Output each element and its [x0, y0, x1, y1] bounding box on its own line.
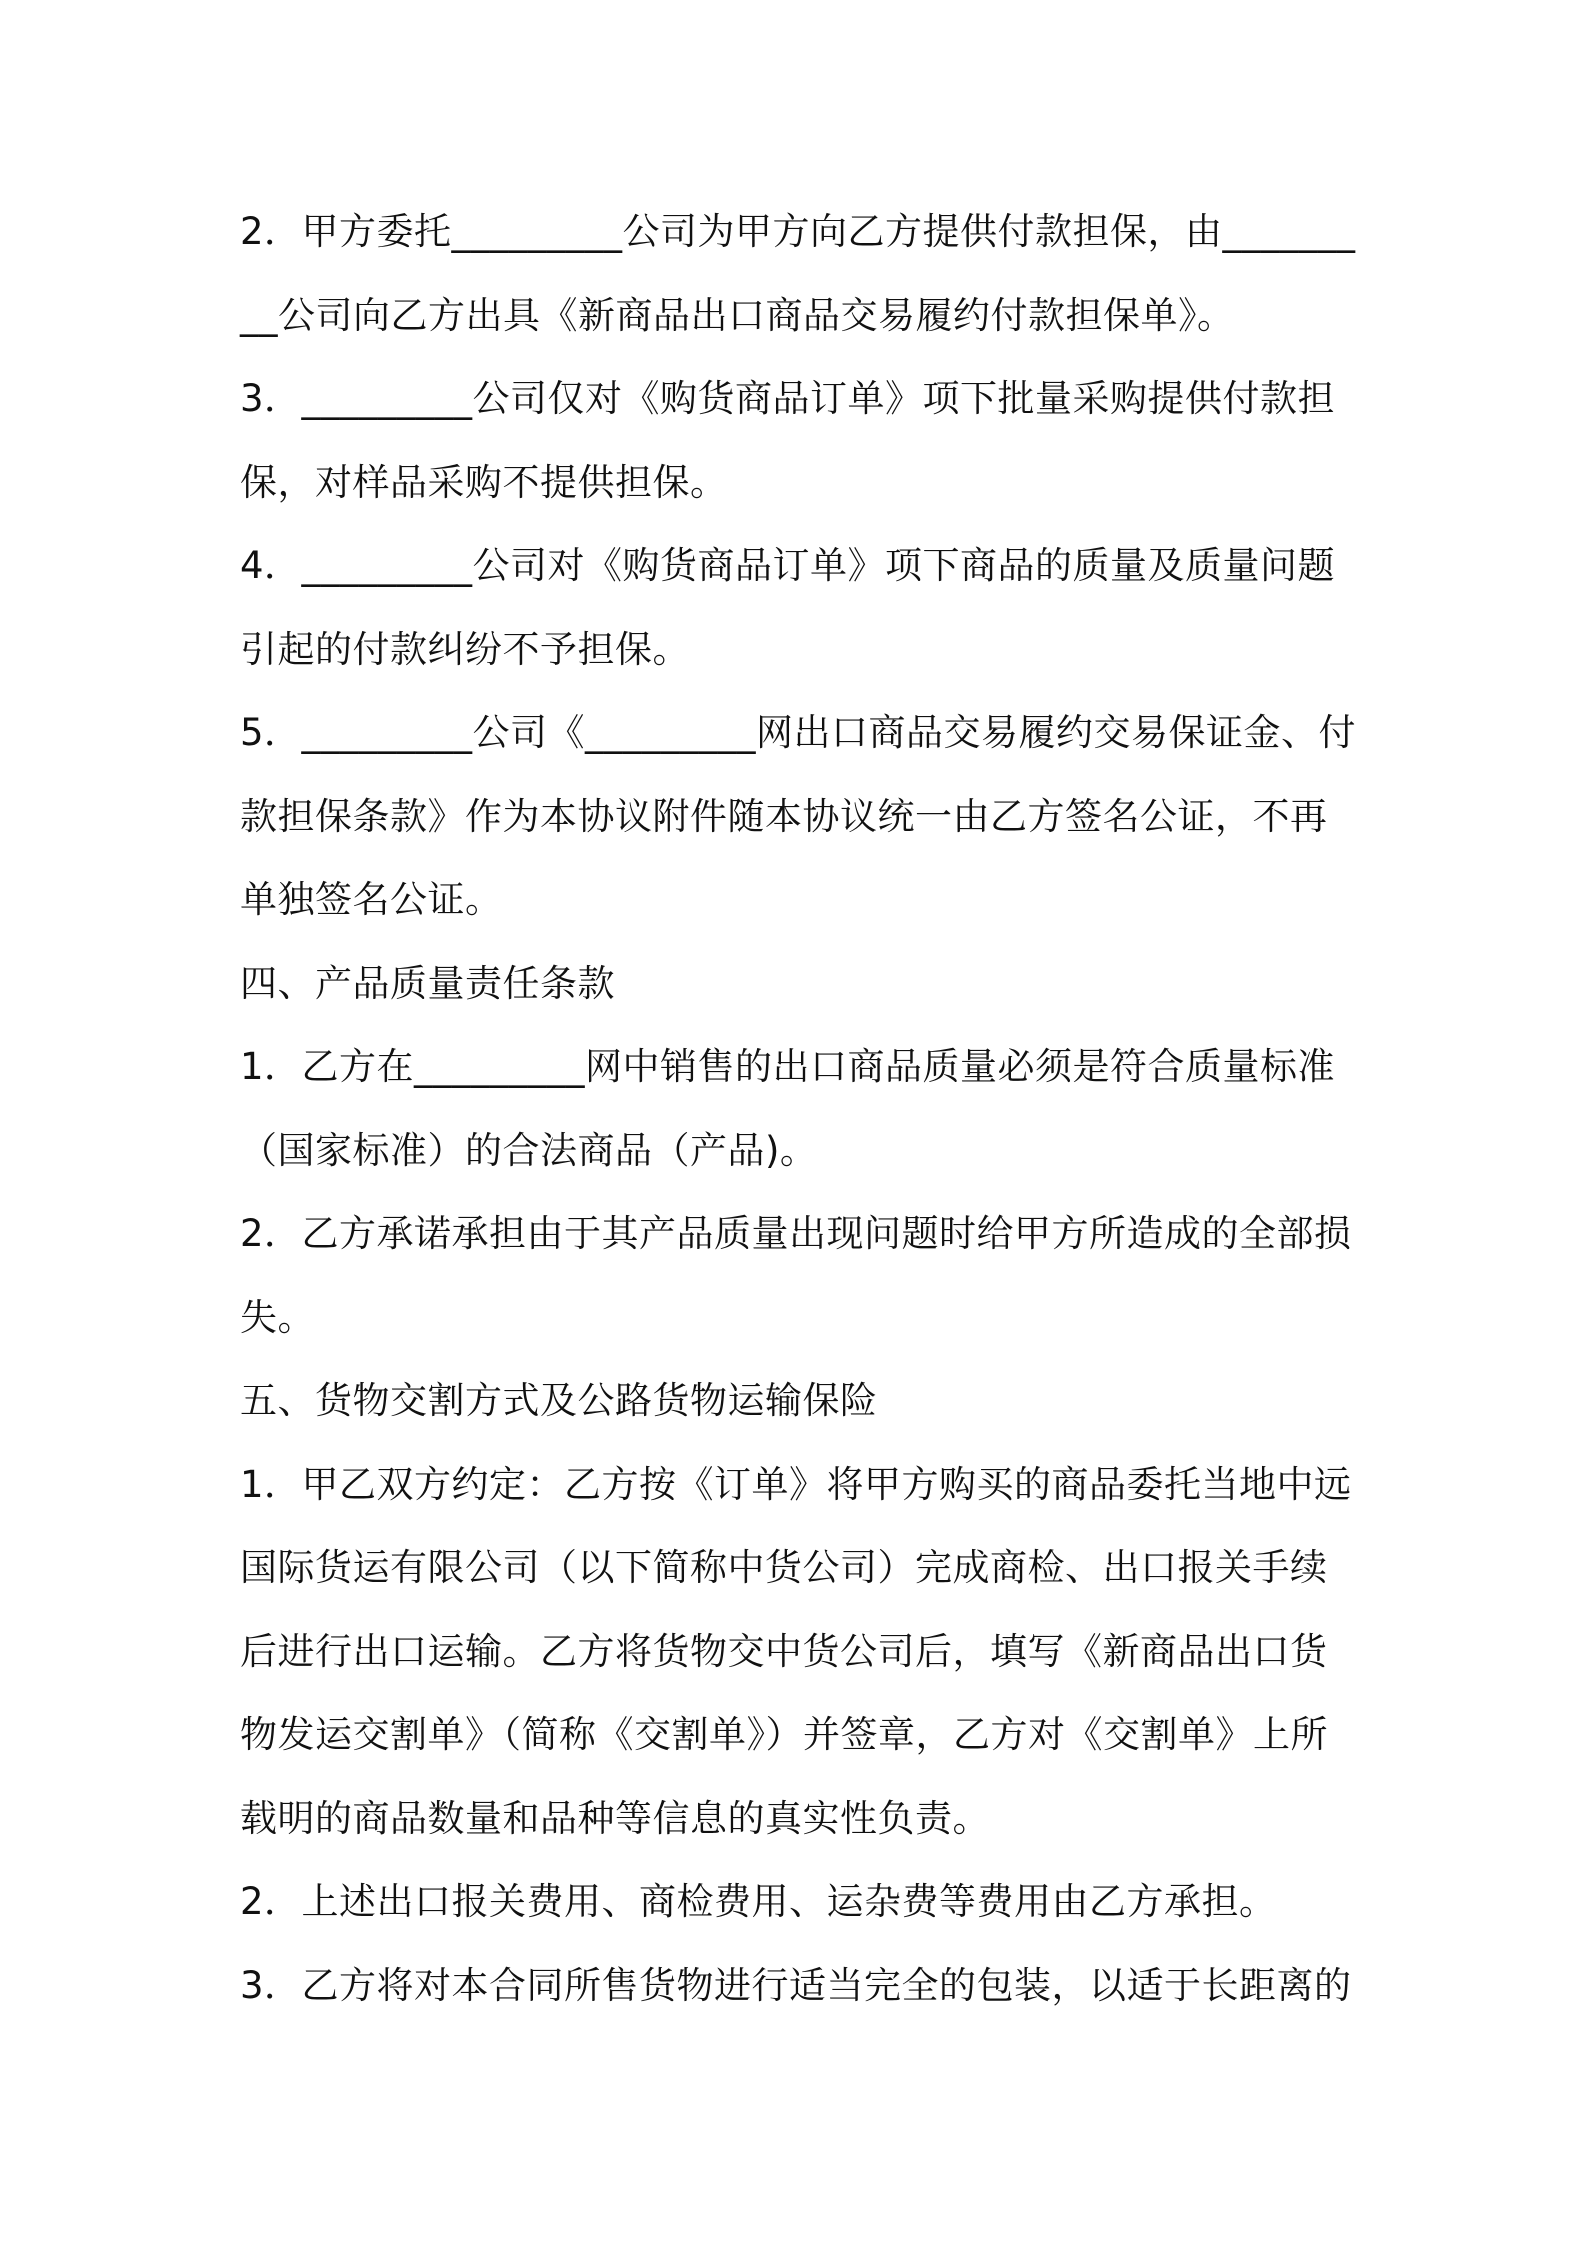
clause-3-3-bulk-purchase-guarantee: 3．_________公司仅对《购货商品订单》项下批量采购提供付款担保，对样品采购不提供担保。: [240, 377, 1336, 504]
clause-5-2-fees: 2．上述出口报关费用、商检费用、运杂费等费用由乙方承担。: [240, 1880, 1277, 1923]
document-body: [240, 190, 1360, 2027]
clause-5-3-packaging: 3．乙方将对本合同所售货物进行适当完全的包装，以适于长距离的: [240, 1963, 1352, 2007]
clause-3-5-attachment: 5．_________公司《_________网出口商品交易履约交易保证金、付款担保条款》作为本协议附件随本协议统一由乙方签名公证，不再单独签名公证。: [240, 711, 1357, 921]
clause-5-1-delivery-agreement: 1．甲乙双方约定：乙方按《订单》将甲方购买的商品委托当地中远国际货运有限公司（以下简称中货公司）完成商检、出口报关手续后进行出口运输。乙方将货物交中货公司后，填写《新商品出口货物发运交割单》（简称《交割单》）并签章，乙方对《交割单》上所载明的商品数量和品种等信息的真实性负责。: [240, 1462, 1352, 1840]
section-heading-quality: 四、产品质量责任条款: [240, 961, 615, 1005]
clause-4-2-loss-liability: 2．乙方承诺承担由于其产品质量出现问题时给甲方所造成的全部损失。: [240, 1212, 1352, 1339]
clause-3-4-quality-disputes: 4．_________公司对《购货商品订单》项下商品的质量及质量问题引起的付款纠纷不予担保。: [240, 544, 1336, 671]
section-heading-delivery: 五、货物交割方式及公路货物运输保险: [240, 1379, 878, 1422]
clause-3-2-guarantor: 2．甲方委托_________公司为甲方向乙方提供付款担保，由_________公司向乙方出具《新商品出口商品交易履约付款担保单》。: [240, 210, 1356, 337]
clause-4-1-quality-standard: 1．乙方在_________网中销售的出口商品质量必须是符合质量标准（国家标准）的合法商品（产品)。: [240, 1045, 1336, 1172]
